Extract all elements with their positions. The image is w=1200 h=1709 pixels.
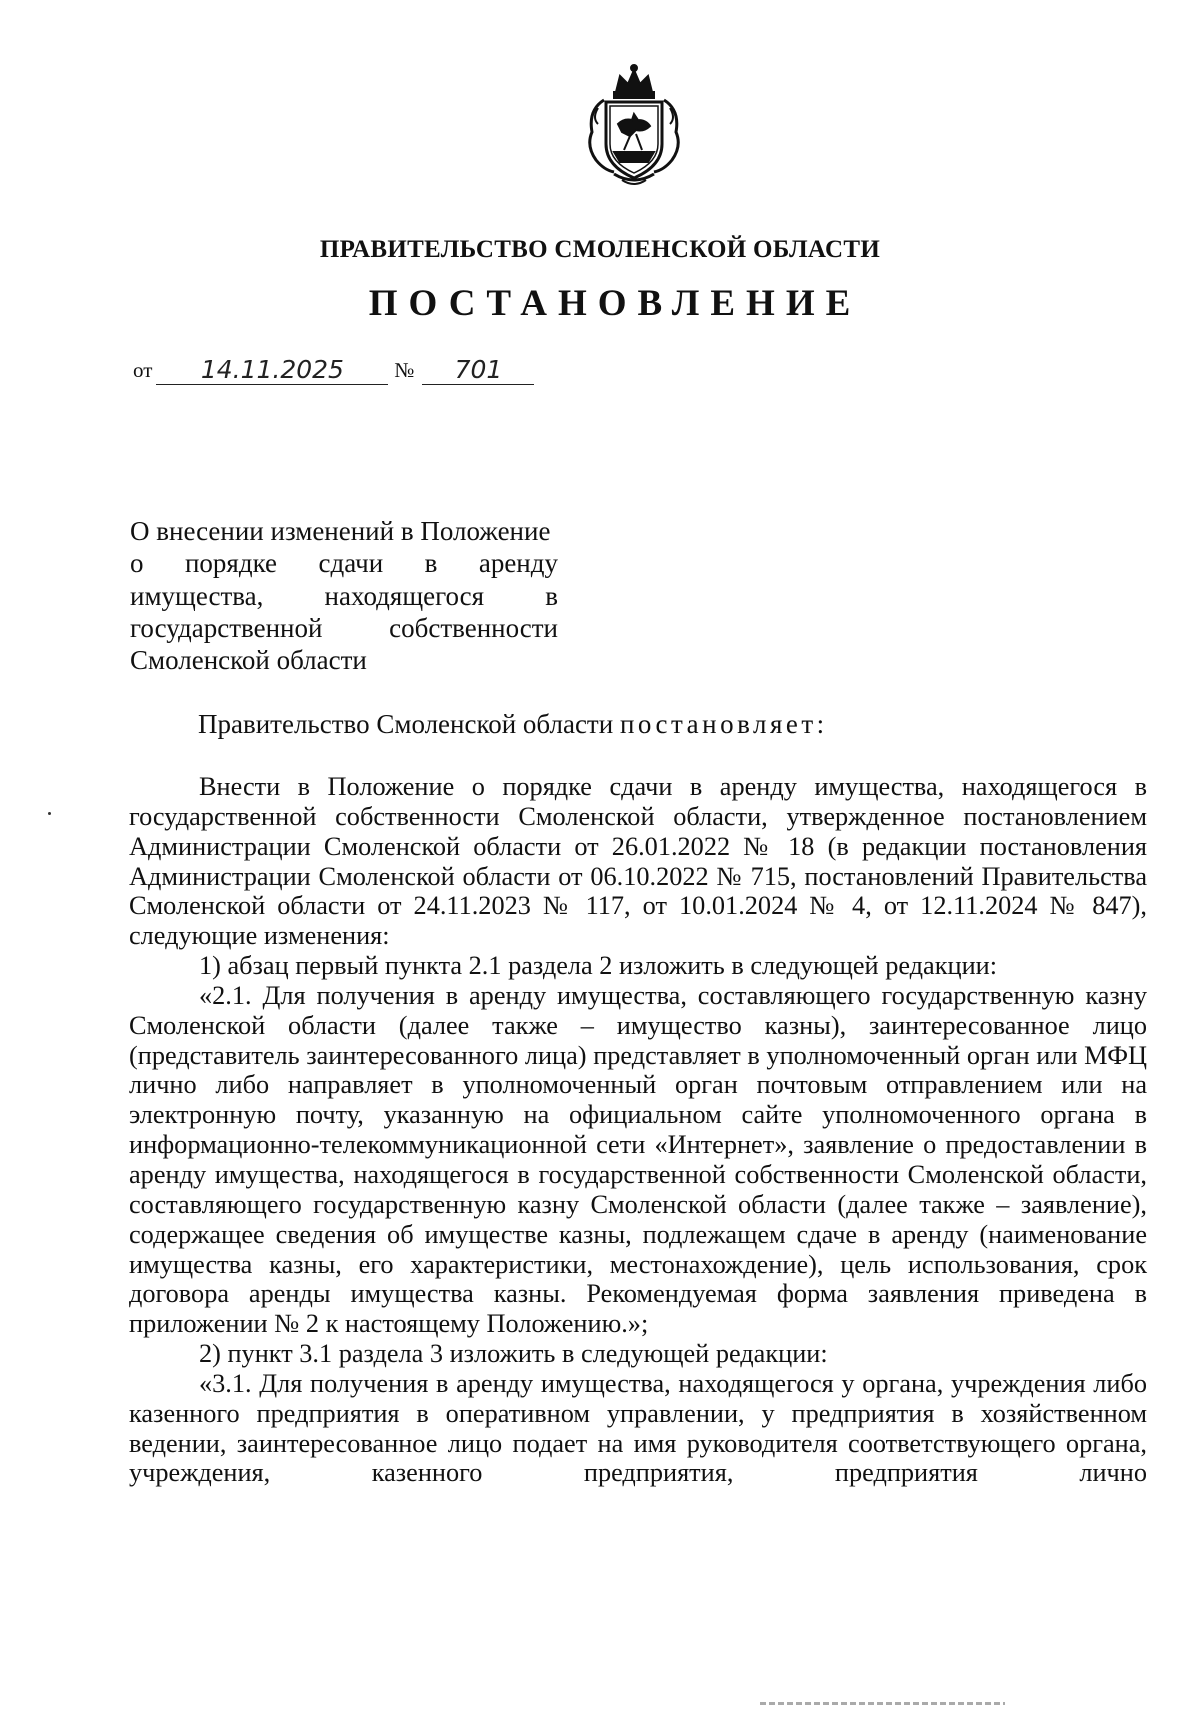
title-line: государственной собственности <box>130 612 558 643</box>
handwritten-number: 701 <box>422 356 534 385</box>
date-label: от <box>133 358 153 382</box>
date-number-line <box>133 355 534 385</box>
number-label: № <box>394 358 415 382</box>
scan-speck <box>48 812 51 815</box>
title-line: Смоленской области <box>130 645 367 676</box>
smolensk-coat-of-arms-emblem <box>574 62 694 190</box>
handwritten-date: 14.11.2025 <box>156 356 388 385</box>
title-line: О внесении изменений в Положение <box>130 516 551 546</box>
document-type-heading: ПОСТАНОВЛЕНИЕ <box>368 283 862 324</box>
amendment-item-1: 1) абзац первый пункта 2.1 раздела 2 изложить в следующей редакции: <box>199 951 998 981</box>
issuing-authority: ПРАВИТЕЛЬСТВО СМОЛЕНСКОЙ ОБЛАСТИ <box>319 236 881 263</box>
document-title <box>130 515 558 676</box>
preamble-verb: постановляет: <box>619 709 828 739</box>
document-body <box>129 772 1147 1488</box>
page-bottom-mark <box>760 1702 1005 1705</box>
title-line: о порядке сдачи в аренду <box>130 548 558 579</box>
amendment-item-2: 2) пункт 3.1 раздела 3 изложить в следующей редакции: <box>199 1339 828 1369</box>
preamble <box>198 709 828 740</box>
body-intro-paragraph: Внести в Положение о порядке сдачи в аренду имущества, находящегося в государственной собственности Смоленской области, утвержденное постановлением Администрации Смоленской области от 26.01.2022 № 18 (в редакции постановления Администрации Смоленской области от 06.10.2022 № 715, постановлений Правительства Смоленской области от 24.11.2023 № 117, от 10.01.2024 № 4, от 12.11.2024 № 847), следующие изменения: <box>129 772 1147 951</box>
title-line: имущества, находящегося в <box>130 580 558 611</box>
preamble-subject: Правительство Смоленской области <box>198 709 614 739</box>
amendment-item-1-text: «2.1. Для получения в аренду имущества, составляющего государственную казну Смоленской области (далее также – имущество казны), заинтересованное лицо (представитель заинтересованного лица) представляет в уполномоченный орган или МФЦ лично либо направляет в уполномоченный орган почтовым отправлением или на электронную почту, указанную на официальном сайте уполномоченного органа в информационно-телекоммуникационной сети «Интернет», заявление о предоставлении в аренду имущества, находящегося в государственной собственности Смоленской области, составляющего государственную казну Смоленской области (далее также – заявление), содержащее сведения об имуществе казны, подлежащем сдаче в аренду (наименование имущества казны, его характеристики, местонахождение), цель использования, срок договора аренды имущества казны. Рекомендуемая форма заявления приведена в приложении № 2 к настоящему Положению.»; <box>129 980 1147 1339</box>
amendment-item-2-text: «3.1. Для получения в аренду имущества, находящегося у органа, учреждения либо казенного предприятия в оперативном управлении, у предприятия в хозяйственном ведении, заинтересованное лицо подает на имя руководителя соответствующего органа, учреждения, казенного предприятия, предприятия лично <box>129 1368 1147 1488</box>
